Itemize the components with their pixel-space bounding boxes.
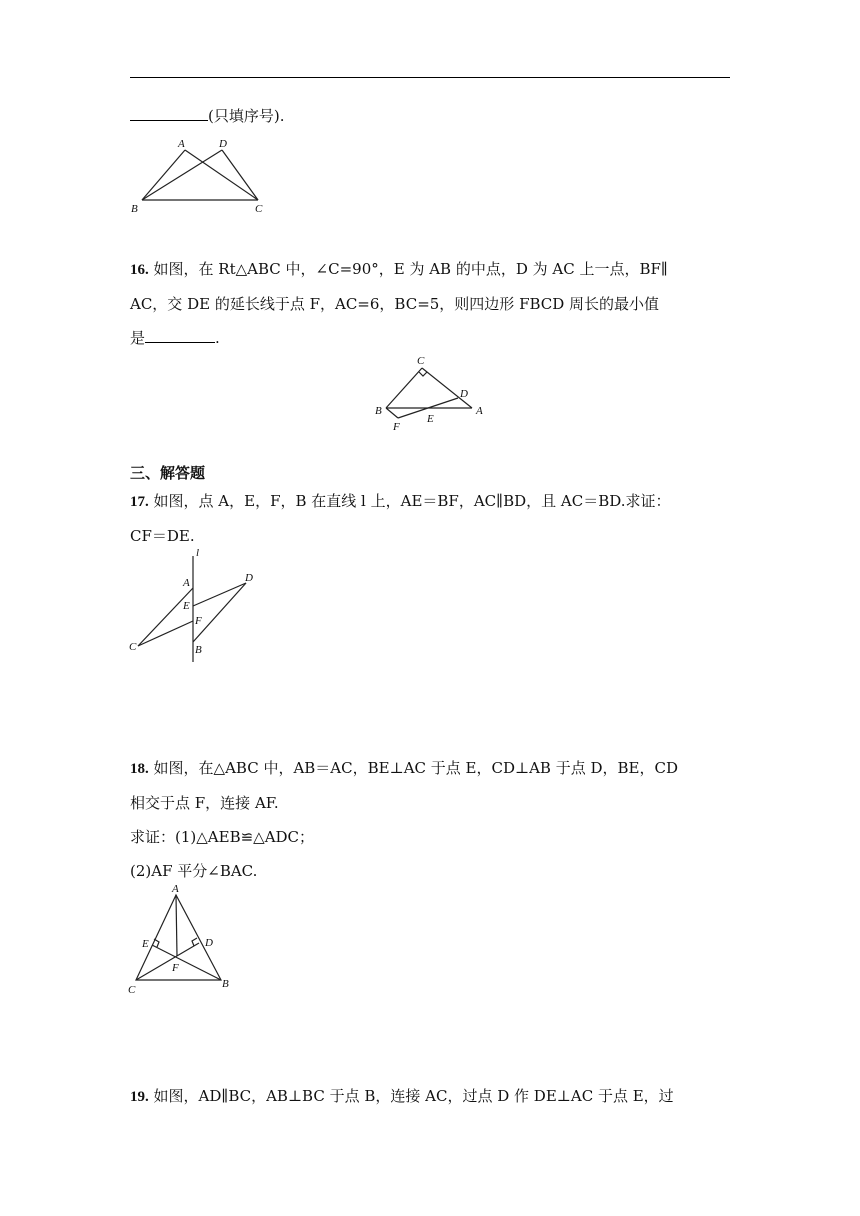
q17-number: 17. — [130, 494, 149, 510]
label-F: F — [393, 421, 400, 433]
q17-line1: 如图，点 A，E，F，B 在直线 l 上，AE＝BF，AC∥BD，且 AC＝BD.求证： — [153, 492, 671, 510]
q18-number: 18. — [130, 761, 149, 777]
q16-line1: 如图，在 Rt△ABC 中，∠C=90°，E 为 AB 的中点，D 为 AC 上一点，BF∥ — [153, 260, 668, 278]
q19-text — [130, 1079, 730, 1114]
label-D: D — [219, 138, 227, 150]
segment-CF — [138, 621, 193, 646]
q16-text — [130, 252, 730, 355]
label-A: A — [172, 883, 179, 895]
label-C: C — [417, 355, 425, 367]
figure-17 — [128, 546, 268, 666]
q17-text — [130, 484, 730, 553]
label-D: D — [245, 572, 253, 584]
label-B: B — [222, 978, 229, 990]
label-C: C — [129, 641, 137, 653]
q18-line2: 相交于点 F，连接 AF. — [130, 794, 279, 812]
label-B: B — [131, 203, 138, 215]
q15-tail — [130, 99, 730, 133]
q17-line2: CF＝DE. — [130, 527, 195, 545]
label-A: A — [178, 138, 185, 150]
segment-AF — [176, 895, 177, 956]
label-D: D — [205, 937, 213, 949]
label-E: E — [427, 413, 434, 425]
label-E: E — [183, 600, 190, 612]
segment-CB — [386, 368, 422, 408]
q16-line3-post: . — [215, 329, 220, 347]
q18-line1: 如图，在△ABC 中，AB＝AC，BE⊥AC 于点 E，CD⊥AB 于点 D，BE，CD — [153, 759, 678, 777]
label-D: D — [460, 388, 468, 400]
answer-blank — [130, 106, 208, 121]
label-B: B — [195, 644, 202, 656]
q18-line3: 求证：(1)△AEB≌△ADC； — [130, 828, 315, 846]
figure-18 — [126, 883, 241, 995]
section-title: 三、解答题 — [130, 464, 206, 482]
segment-DC — [222, 150, 258, 200]
q16-number: 16. — [130, 262, 149, 278]
label-C: C — [255, 203, 263, 215]
label-B: B — [375, 405, 382, 417]
segment-AC — [138, 588, 193, 646]
label-F: F — [172, 962, 179, 974]
label-A: A — [476, 405, 483, 417]
label-C: C — [128, 984, 136, 996]
answer-blank — [145, 328, 215, 343]
figure-15 — [130, 132, 270, 217]
right-angle-mark — [419, 372, 427, 376]
label-F: F — [195, 615, 202, 627]
header-rule — [130, 77, 730, 78]
figure-16 — [370, 352, 490, 432]
segment-DB — [193, 583, 246, 642]
label-A: A — [183, 577, 190, 589]
label-l: l — [196, 547, 200, 559]
segment-DB — [142, 150, 222, 200]
q16-line2: AC，交 DE 的延长线于点 F，AC=6，BC=5，则四边形 FBCD 周长的最小值 — [130, 295, 660, 313]
q19-line1: 如图，AD∥BC，AB⊥BC 于点 B，连接 AC，过点 D 作 DE⊥AC 于点 E，过 — [153, 1087, 674, 1105]
segment-AC — [185, 150, 258, 200]
q19-number: 19. — [130, 1089, 149, 1105]
segment-ED — [193, 583, 246, 606]
q15-tail-text: (只填序号). — [208, 107, 285, 125]
segment-AB — [142, 150, 185, 200]
q16-line3-pre: 是 — [130, 329, 146, 347]
label-E: E — [142, 938, 149, 950]
q18-text — [130, 751, 730, 888]
q18-line4: (2)AF 平分∠BAC. — [130, 862, 258, 880]
segment-BF — [386, 408, 398, 418]
